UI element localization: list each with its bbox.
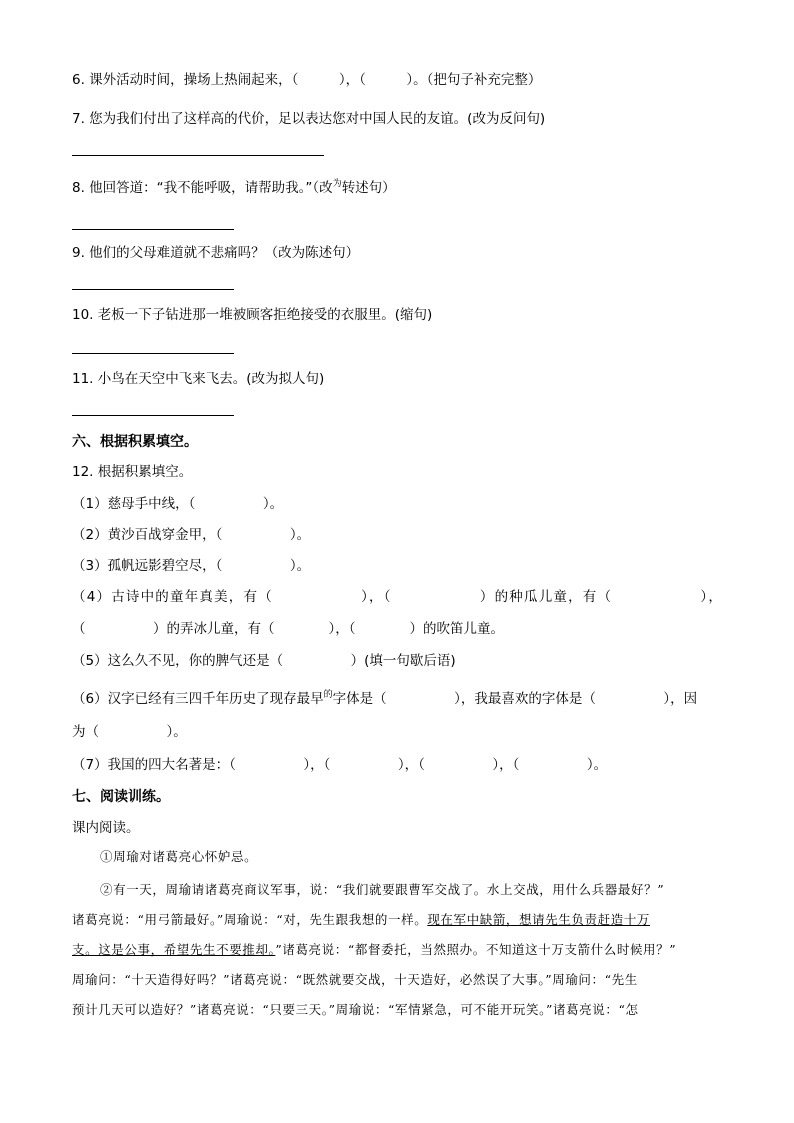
question-8-text: 8. 他回答道：“我不能呼吸，请帮助我。”（改: [72, 180, 333, 196]
passage-paragraph-1: ①周瑜对诸葛亮心怀妒忌。: [100, 849, 258, 864]
question-10: 10. 老板一下子钻进那一堆被顾客拒绝接受的衣服里。(缩句): [72, 307, 433, 323]
fill-item-3[interactable]: （3）孤帆远影碧空尽，（ ）。: [72, 558, 311, 574]
fill-item-7[interactable]: （7）我国的四大名著是：（ ），（ ），（ ），（ ）。: [72, 757, 608, 773]
fill-item-1[interactable]: （1）慈母手中线，（ ）。: [72, 496, 284, 512]
passage-line-4: 周瑜问：“十天造得好吗？”诸葛亮说：“既然就要交战，十天造好，必然误了大事。”周瑜问：“先生: [72, 972, 638, 987]
underlined-sentence: 现在军中缺箭，想请先生负责赶造十万: [427, 912, 651, 927]
passage-text: 诸葛亮说：“用弓箭最好。”周瑜说：“对，先生跟我想的一样。: [72, 912, 428, 927]
question-7: 7. 您为我们付出了这样高的代价，足以表达您对中国人民的友谊。(改为反问句): [72, 111, 546, 127]
question-9: 9. 他们的父母难道就不悲痛吗？（改为陈述句）: [72, 245, 360, 261]
fill-item-4-line-2[interactable]: （ ）的弄冰儿童，有（ ），（ ）的吹笛儿童。: [72, 621, 504, 637]
fill-item-6-line-2[interactable]: 为（ ）。: [72, 724, 187, 740]
passage-line-1: ②有一天，周瑜请诸葛亮商议军事，说：“我们就要跟曹军交战了。水上交战，用什么兵器最好？”: [100, 882, 665, 897]
question-11: 11. 小鸟在天空中飞来飞去。(改为拟人句): [72, 371, 325, 387]
section-7-title: 七、阅读训练。: [72, 789, 170, 805]
reading-subtitle: 课内阅读。: [72, 820, 140, 836]
answer-line-10[interactable]: [72, 353, 234, 354]
fill-item-2[interactable]: （2）黄沙百战穿金甲，（ ）。: [72, 527, 311, 543]
passage-line-5: 预计几天可以造好？”诸葛亮说：“只要三天。”周瑜说：“军情紧急，可不能开玩笑。”诸葛亮说：“怎: [72, 1002, 639, 1017]
passage-line-3: [72, 935, 722, 964]
fill-item-5[interactable]: （5）这么久不见，你的脾气还是（ ）(填一句歇后语): [72, 653, 456, 669]
fill-item-6-text: （6）汉字已经有三四千年历史了现存最早: [72, 691, 324, 707]
question-8: [72, 178, 396, 200]
question-8-text-end: 转述句）: [341, 180, 396, 196]
question-12: 12. 根据积累填空。: [72, 464, 193, 480]
answer-line-8[interactable]: [72, 229, 234, 230]
fill-item-4-line-1[interactable]: （4）古诗中的童年真美，有（ ），（ ）的种瓜儿童，有（ ），: [72, 589, 724, 605]
passage-text: ”诸葛亮说：“都督委托，当然照办。不知道这十万支箭什么时候用？”: [275, 942, 677, 957]
underlined-sentence-end: 支。这是公事，希望先生不要推却。: [72, 942, 276, 957]
fill-item-6-text-end: 字体是（ ），我最喜欢的字体是（ ），因: [332, 691, 698, 707]
answer-line-7[interactable]: [72, 155, 324, 156]
passage-line-2: [72, 905, 722, 934]
question-8-superscript: 为: [332, 179, 342, 189]
fill-item-6-line-1[interactable]: [72, 689, 697, 711]
answer-line-11[interactable]: [72, 415, 234, 416]
section-6-title: 六、根据积累填空。: [72, 434, 198, 450]
answer-line-9[interactable]: [72, 289, 234, 290]
fill-item-6-superscript: 的: [323, 690, 333, 700]
question-6: 6. 课外活动时间，操场上热闹起来，（ ），（ ）。（把句子补充完整）: [72, 72, 542, 88]
